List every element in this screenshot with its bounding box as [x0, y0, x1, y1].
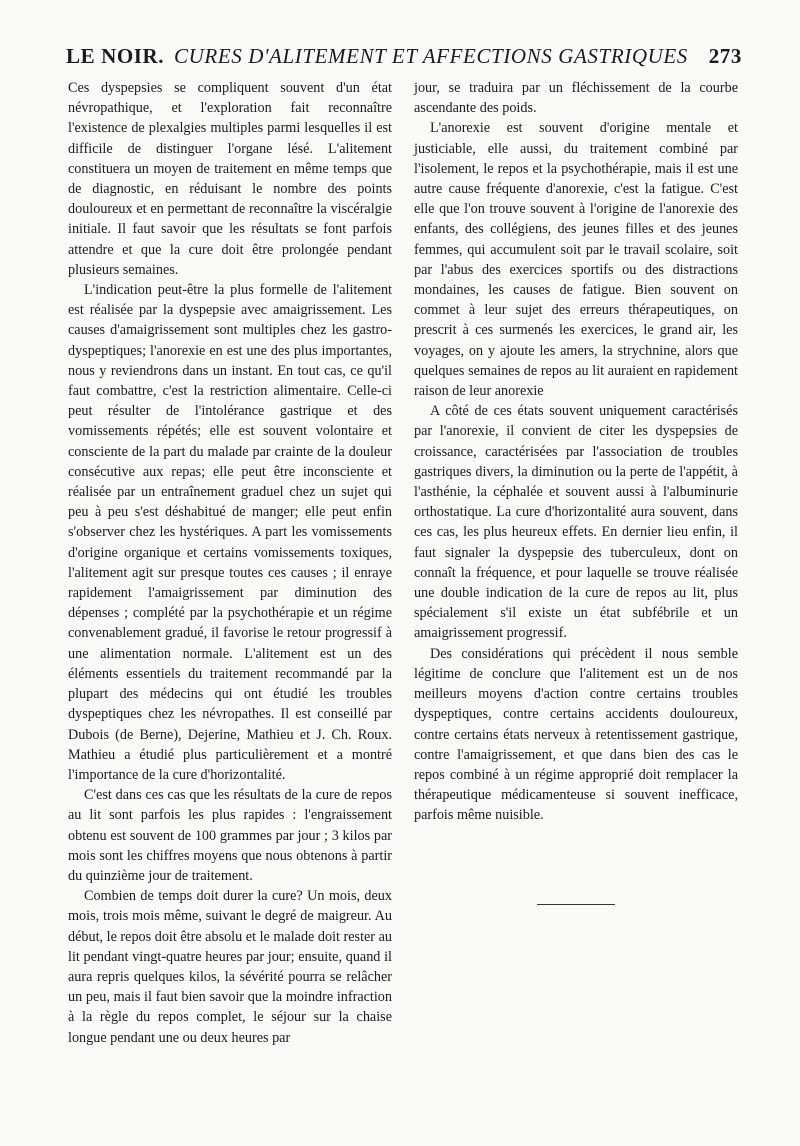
paragraph: Des considérations qui précèdent il nous semble légitime de conclure que l'alitement est un de nos meilleurs moyens d'action contre certains troubles dyspeptiques, contre certains accidents douloureux, contre certains états nerveux à retentissement gastrique, contre l'amaigrissement, et que dans bien des cas le repos combiné à un régime approprié doit remplacer la thérapeutique médicamenteuse si souvent inefficace, parfois même nuisible.: [414, 645, 738, 824]
paragraph: jour, se traduira par un fléchissement de la courbe ascendante des poids.: [414, 80, 738, 117]
paragraph: Combien de temps doit durer la cure? Un mois, deux mois, trois mois même, suivant le degré de maigreur. Au début, le repos doit être absolu et le malade doit rester au lit pendant vingt-quatre heures par jour; ensuite, quand il aura repris quelques kilos, la sévérité pourra se relâcher un peu, mais il faut bien savoir que la moindre infraction à la règle du repos complet, le séjour sur la chaise longue pendant une ou deux heures par: [68, 888, 392, 1046]
paragraph: L'indication peut-être la plus formelle de l'alitement est réalisée par la dyspepsie avec amaigrissement. Les causes d'amaigrissement sont multiples chez les gastro-dyspeptiques; l'anorexie en est une des plus importantes, nous y reviendrons dans un instant. En tout cas, ce qu'il faut combattre, c'est la restriction alimentaire. Celle-ci peut résulter de l'intolérance gastrique et des vomissements répétés; elle est souvent volontaire et consciente de la part du malade par crainte de la douleur consécutive aux repas; elle peut être inconsciente et réalisée par un entraînement graduel chez un sujet qui peu à peu s'est déshabitué de manger; elle peut enfin s'observer chez les hystériques. A part les vomissements d'origine organique et certains vomissements toxiques, l'alitement agit sur presque toutes ces causes ; il enraye rapidement l'amaigrissement par diminution des dépenses ; complété par la psychothérapie et un régime convenablement gradué, il favorise le retour progressif à une alimentation normale. L'alitement est un des éléments essentiels du traitement recommandé par la plupart des médecins qui ont étudié les troubles dyspeptiques chez les névropathes. Il est conseillé par Dubois (de Berne), Dejerine, Mathieu et J. Ch. Roux. Mathieu a étudié plus particulièrement et a montré l'importance de la cure d'horizontalité.: [68, 282, 392, 783]
right-column: [414, 78, 738, 826]
header-author: LE NOIR.: [66, 44, 165, 68]
running-header: [66, 44, 742, 69]
paragraph: Ces dyspepsies se compliquent souvent d'un état névropathique, et l'exploration fait reconnaître l'existence de plexalgies multiples parmi lesquelles il est difficile de distinguer l'organe lésé. L'alitement constituera un moyen de traitement en même temps que de diagnostic, en réduisant le nombre des points douloureux et en permettant de reconnaître la viscéralgie initiale. Il faut savoir que les résultats se font parfois attendre et que la cure doit être prolongée pendant plusieurs semaines.: [68, 80, 392, 278]
paragraph: A côté de ces états souvent uniquement caractérisés par l'anorexie, il convient de citer les dyspepsies de croissance, caractérisées par l'association de troubles gastriques divers, la diminution ou la perte de l'appétit, à l'asthénie, la céphalée et souvent aussi à l'albuminurie orthostatique. La cure d'horizontalité aura souvent, dans ces cas, les plus heureux effets. En dernier lieu enfin, il faut signaler la dyspepsie des tuberculeux, dont on connaît la fréquence, et pour laquelle se trouve réalisée une double indication de la cure de repos au lit, plus spécialement s'il existe un état subfébrile et un amaigrissement progressif.: [414, 403, 738, 642]
paragraph: L'anorexie est souvent d'origine mentale et justiciable, elle aussi, du traitement combiné par l'isolement, le repos et la psychothérapie, mais il est une autre cause fréquente d'anorexie, c'est la fatigue. C'est elle que l'on trouve souvent à l'origine de l'anorexie des enfants, des collégiens, des jeunes filles et des jeunes femmes, qui accumulent soit par le travail scolaire, soit par l'abus des exercices sportifs ou des distractions mondaines, les causes de fatigue. Bien souvent on commet à leur sujet des erreurs thérapeutiques, on prescrit à ces surmenés les exercices, le grand air, les voyages, on y ajoute les amers, la strychnine, alors que quelques semaines de repos au lit auraient en rapidement raison de leur anorexie: [414, 120, 738, 400]
section-end-rule: [537, 904, 615, 905]
paragraph: C'est dans ces cas que les résultats de la cure de repos au lit sont parfois les plus rapides : l'engraissement obtenu est souvent de 100 grammes par jour ; 3 kilos par mois sont les chiffres moyens que nous obtenons à partir du quinzième jour de traitement.: [68, 787, 392, 884]
page-number: 273: [708, 44, 742, 68]
left-column: [68, 78, 392, 1048]
header-title: CURES D'ALITEMENT ET AFFECTIONS GASTRIQUES: [174, 44, 688, 68]
